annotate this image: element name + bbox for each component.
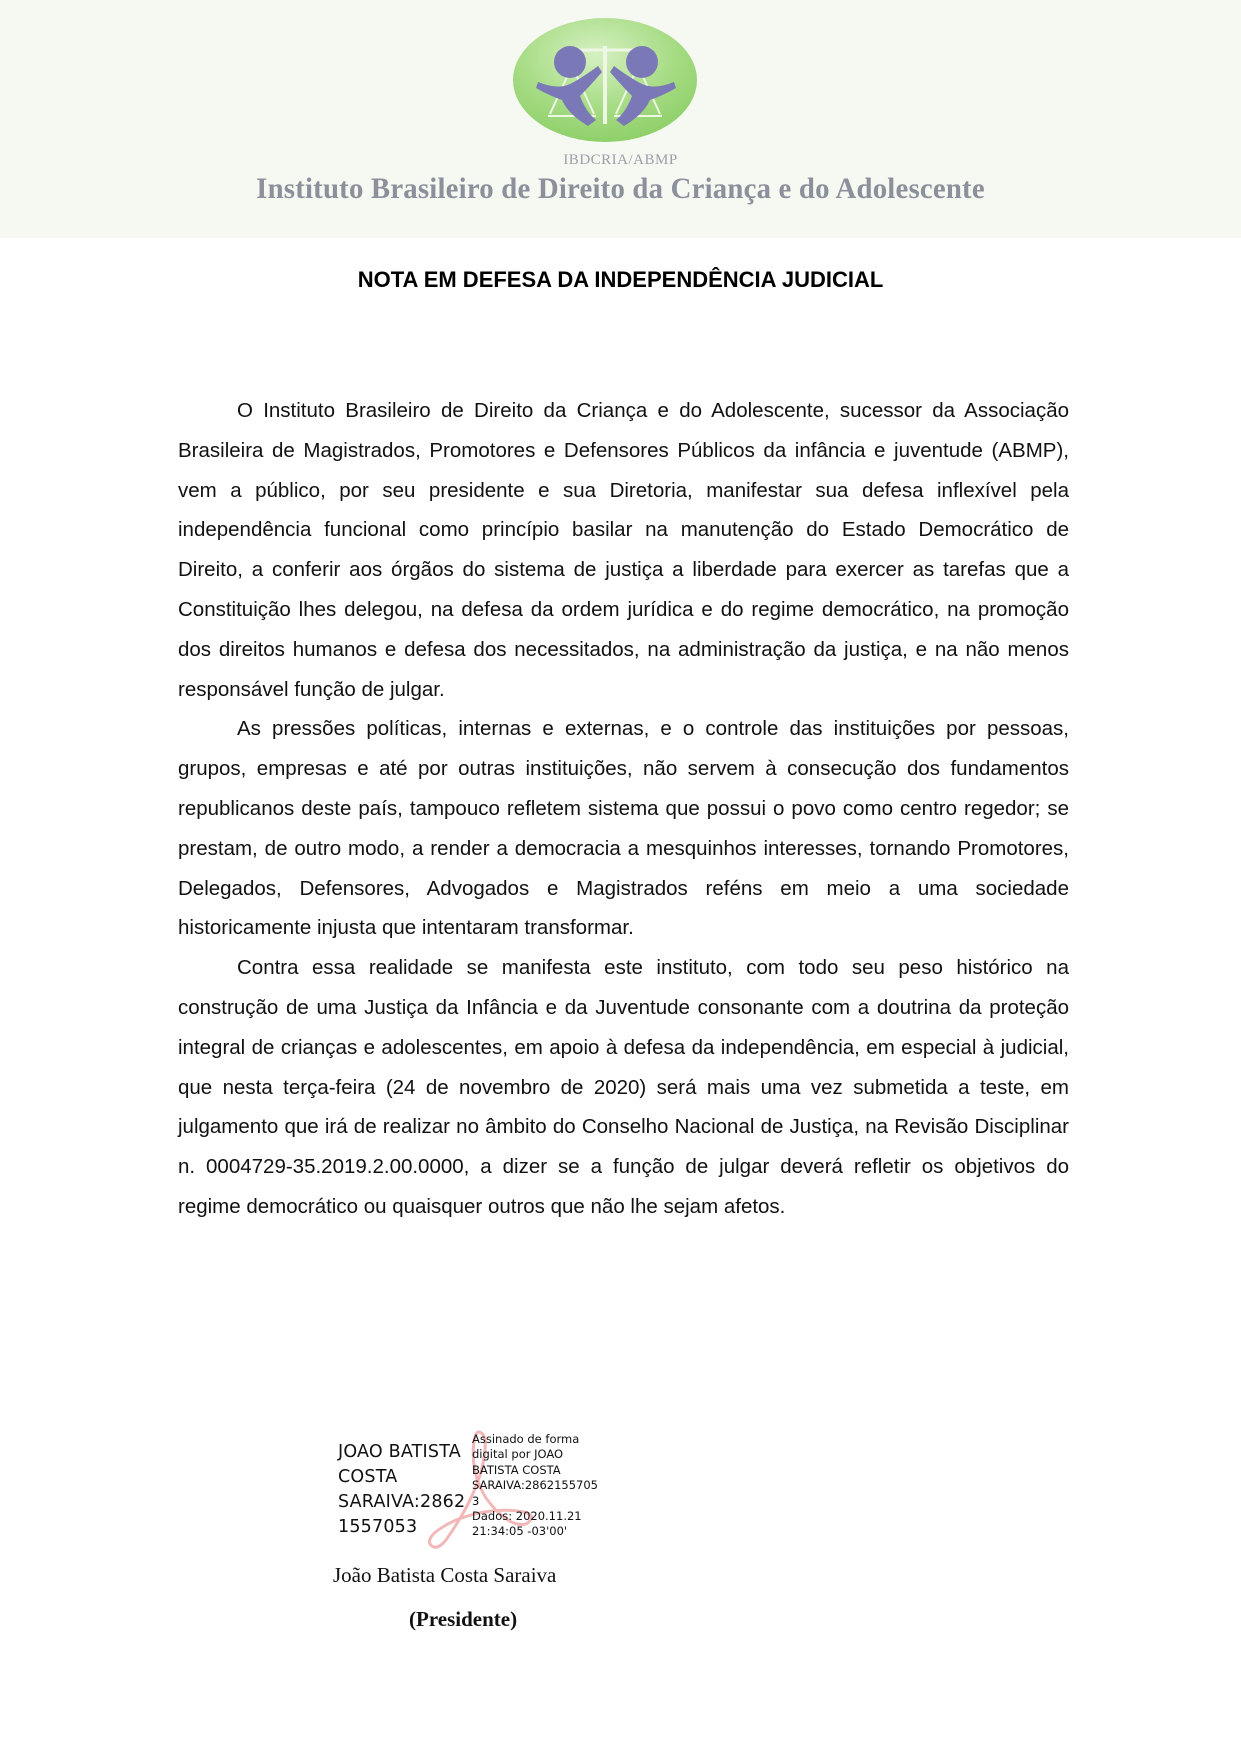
org-name: Instituto Brasileiro de Direito da Criança e do Adolescente [256, 172, 985, 205]
signer-role: (Presidente) [409, 1607, 518, 1631]
org-abbreviation: IBDCRIA/ABMP [563, 152, 678, 168]
letterhead-band [0, 0, 1241, 238]
signature-name: JOAO BATISTA COSTA SARAIVA:2862 1557053 [338, 1442, 466, 1537]
paragraph: As pressões políticas, internas e externas, e o controle das instituições por pessoas, grupos, empresas e até por outras instituições, não servem à consecução dos fundamentos republicanos deste país, tampouco refletem sistema que possui o povo como centro regedor; se prestam, de outro modo, a render a democracia a mesquinhos interesses, tornando Promotores, Delegados, Defensores, Advogados e Magistrados reféns em meio a uma sociedade historicamente injusta que intentaram transformar. [178, 717, 1069, 940]
digital-signature [336, 1428, 636, 1553]
signature-details: Assinado de forma digital por JOAO BATISTA COSTA SARAIVA:2862155705 3 Dados: 2020.11.21 21:34:05 -03'00' [472, 1432, 599, 1539]
document-body [178, 391, 1069, 1227]
signer-name: João Batista Costa Saraiva [333, 1563, 557, 1587]
scales-of-justice-logo-icon [510, 16, 700, 144]
document-title: NOTA EM DEFESA DA INDEPENDÊNCIA JUDICIAL [357, 267, 884, 292]
paragraph: O Instituto Brasileiro de Direito da Criança e do Adolescente, sucessor da Associação Brasileira de Magistrados, Promotores e Defensores Públicos da infância e juventude (ABMP), vem a público, por seu presidente e sua Diretoria, manifestar sua defesa inflexível pela independência funcional como princípio basilar na manutenção do Estado Democrático de Direito, a conferir aos órgãos do sistema de justiça a liberdade para exercer as tarefas que a Constituição lhes delegou, na defesa da ordem jurídica e do regime democrático, na promoção dos direitos humanos e defesa dos necessitados, na administração da justiça, e na não menos responsável função de julgar. [178, 399, 1069, 701]
paragraph: Contra essa realidade se manifesta este instituto, com todo seu peso histórico na construção de uma Justiça da Infância e da Juventude consonante com a doutrina da proteção integral de crianças e adolescentes, em apoio à defesa da independência, em especial à judicial, que nesta terça-feira (24 de novembro de 2020) será mais uma vez submetida a teste, em julgamento que irá de realizar no âmbito do Conselho Nacional de Justiça, na Revisão Disciplinar n. 0004729-35.2019.2.00.0000, a dizer se a função de julgar deverá refletir os objetivos do regime democrático ou quaisquer outros que não lhe sejam afetos. [178, 956, 1069, 1218]
